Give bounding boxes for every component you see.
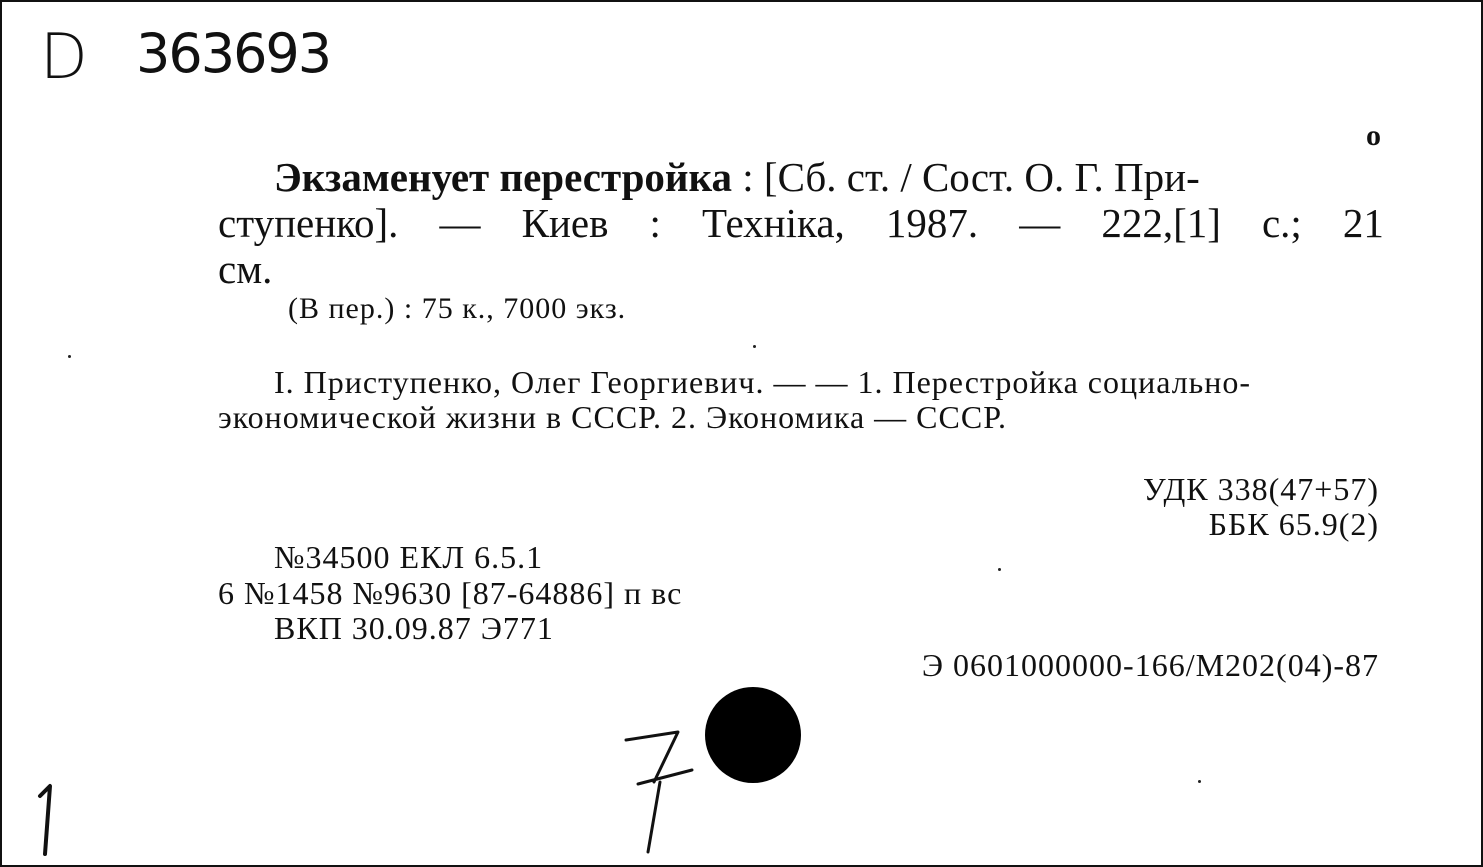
entry-line-1 bbox=[274, 153, 1200, 201]
corner-mark: o bbox=[1366, 119, 1381, 152]
entry-line-2-part: с.; bbox=[1261, 200, 1302, 246]
entry-line-2-part: 1987. bbox=[885, 200, 979, 246]
bbk-code: ББК 65.9(2) bbox=[1208, 506, 1379, 542]
entry-line-2-part: 222,[1] bbox=[1101, 200, 1221, 246]
handwritten-call-number: 363693 bbox=[136, 22, 331, 85]
entry-line-2 bbox=[218, 199, 1384, 247]
entry-line-2-part: — bbox=[439, 200, 481, 246]
entry-line-2-part: ступенко]. bbox=[218, 200, 399, 246]
entry-line-2-part: — bbox=[1019, 200, 1061, 246]
speck bbox=[998, 568, 1001, 571]
entry-line-2-part: : bbox=[649, 200, 661, 246]
publication-code: Э 0601000000-166/М202(04)-87 bbox=[921, 647, 1379, 683]
filled-circle-mark bbox=[705, 687, 801, 783]
catalog-line-3: ВКП 30.09.87 Э771 bbox=[274, 610, 554, 646]
subjects-line-1: I. Приступенко, Олег Георгиевич. — — 1. Перестройка социально- bbox=[274, 364, 1252, 400]
handwritten-d-mark: D bbox=[40, 20, 88, 93]
speck bbox=[753, 345, 756, 348]
speck bbox=[68, 355, 71, 358]
udk-code: УДК 338(47+57) bbox=[1143, 471, 1379, 507]
catalog-line-1: №34500 ЕКЛ 6.5.1 bbox=[274, 539, 544, 575]
handwritten-one-mark bbox=[32, 780, 62, 860]
subjects-line-2: экономической жизни в СССР. 2. Экономика — СССР. bbox=[218, 399, 1007, 435]
entry-line-3: см. bbox=[218, 246, 273, 292]
entry-line-1-rest: : [Сб. ст. / Сост. О. Г. При- bbox=[742, 154, 1200, 200]
entry-line-2-part: Киев bbox=[521, 200, 609, 246]
speck bbox=[1198, 780, 1201, 783]
binding-price: (В пер.) : 75 к., 7000 экз. bbox=[288, 292, 627, 325]
entry-line-2-part: Техніка, bbox=[702, 200, 845, 246]
catalog-line-2: 6 №1458 №9630 [87-64886] п вс bbox=[218, 575, 683, 611]
handwritten-seven-mark bbox=[620, 722, 710, 857]
entry-title: Экзаменует перестройка bbox=[274, 154, 733, 200]
entry-line-2-part: 21 bbox=[1342, 200, 1384, 246]
